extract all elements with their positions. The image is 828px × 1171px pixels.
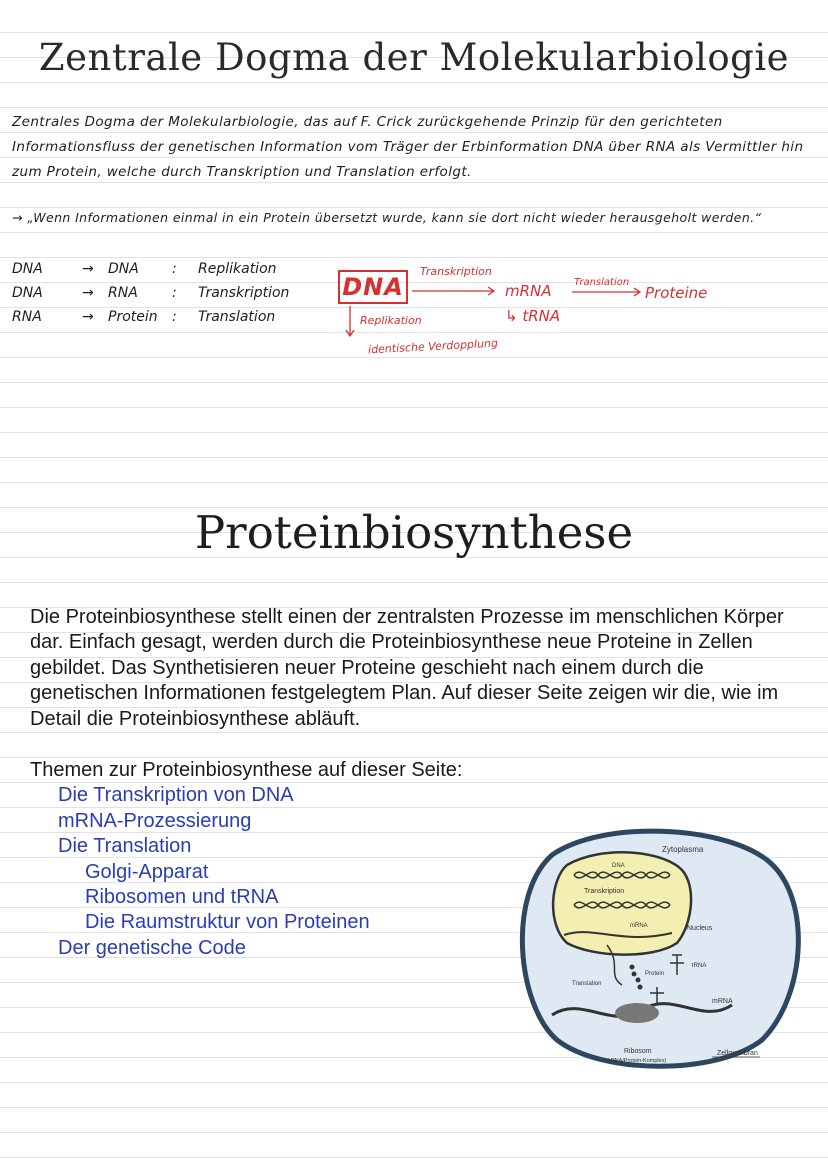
proteine-label: Proteine: [645, 284, 708, 302]
replikation-arrow-icon: [346, 306, 354, 336]
topic-link-mrna-prozessierung[interactable]: mRNA-Prozessierung: [58, 809, 252, 832]
arrow-icon: →: [82, 285, 94, 301]
label-translation: Translation: [572, 981, 602, 987]
flow-to: RNA: [108, 285, 138, 301]
label-nucleus: Nucleus: [687, 925, 713, 932]
topic-link-genetischer-code[interactable]: Der genetische Code: [58, 936, 246, 959]
flow-to: Protein: [108, 309, 158, 325]
flow-process: Transkription: [198, 285, 290, 301]
topic-link-transkription[interactable]: Die Transkription von DNA: [58, 784, 294, 807]
flow-to: DNA: [108, 261, 139, 277]
page-title: Zentrale Dogma der Molekularbiologie: [38, 36, 790, 79]
trna-label: ↳ tRNA: [505, 307, 561, 325]
label-mrna-cyto: mRNA: [712, 998, 733, 1005]
label-transkription: Transkription: [584, 888, 625, 895]
label-ribosom-sub: (rRNA/Protein-Komplex): [607, 1058, 667, 1064]
label-protein: Protein: [645, 971, 665, 977]
arrow-icon: →: [82, 261, 94, 277]
identische-verdopplung-label: identische Verdopplung: [367, 336, 499, 357]
body-paragraph: Die Proteinbiosynthese stellt einen der zentralsten Prozesse im menschlichen Körper dar. Einfach gesagt, werden durch die Proteinbiosynthese neue Proteine in Zellen gebildet. Das Synthetisieren neuer Proteine geschieht nach einem durch die genetischen Informationen festgelegtem Plan. Auf dieser Seite zeigen wir die, wie im Detail die Proteinbiosynthese abläuft.: [30, 606, 784, 730]
ribosome-shape: [615, 1003, 659, 1023]
label-trna: tRNA: [692, 963, 707, 969]
topic-link-ribosomen-trna[interactable]: Ribosomen und tRNA: [85, 886, 279, 909]
dna-box: DNA: [338, 270, 408, 304]
flow-from: DNA: [12, 261, 43, 277]
mrna-label: mRNA: [505, 282, 552, 300]
flow-separator: :: [172, 261, 177, 277]
topic-link-translation[interactable]: Die Translation: [58, 835, 192, 858]
replikation-label: Replikation: [360, 314, 422, 327]
flow-separator: :: [172, 285, 177, 301]
handwritten-definition: Zentrales Dogma der Molekularbiologie, das auf F. Crick zurückgehende Prinzip für den gerichteten Informationsfluss der genetischen Information vom Träger der Erbinformation DNA über RNA als Vermittler hin zum Protein, welche durch Transkription und Translation erfolgt.: [12, 114, 804, 180]
flow-process: Translation: [198, 309, 276, 325]
label-ribosom: Ribosom: [624, 1048, 652, 1055]
handwritten-quote-note: → „Wenn Informationen einmal in ein Protein übersetzt wurde, kann sie dort nicht wieder herausgeholt werden.“: [12, 210, 762, 225]
label-mrna-nucleus: mRNA: [630, 923, 648, 929]
label-zellmembran: Zellmembran: [717, 1050, 758, 1057]
flow-process: Replikation: [198, 261, 277, 277]
topic-link-raumstruktur[interactable]: Die Raumstruktur von Proteinen: [85, 911, 370, 934]
translation-label: Translation: [574, 277, 630, 288]
topics-heading: Themen zur Proteinbiosynthese auf dieser Seite:: [30, 759, 463, 781]
arrow-icon: →: [82, 309, 94, 325]
transkription-arrow-icon: [412, 287, 494, 295]
flow-from: RNA: [12, 309, 42, 325]
flow-from: DNA: [12, 285, 43, 301]
label-zytoplasma: Zytoplasma: [662, 845, 704, 854]
section-title: Proteinbiosynthese: [194, 506, 634, 559]
topics-list: [30, 758, 462, 961]
label-dna: DNA: [612, 863, 625, 869]
transkription-label: Transkription: [420, 265, 492, 278]
flow-separator: :: [172, 309, 177, 325]
topic-link-golgi-apparat[interactable]: Golgi-Apparat: [85, 860, 209, 883]
translation-arrow-icon: [572, 288, 640, 296]
cell-protein-synthesis-figure: [512, 825, 812, 1075]
